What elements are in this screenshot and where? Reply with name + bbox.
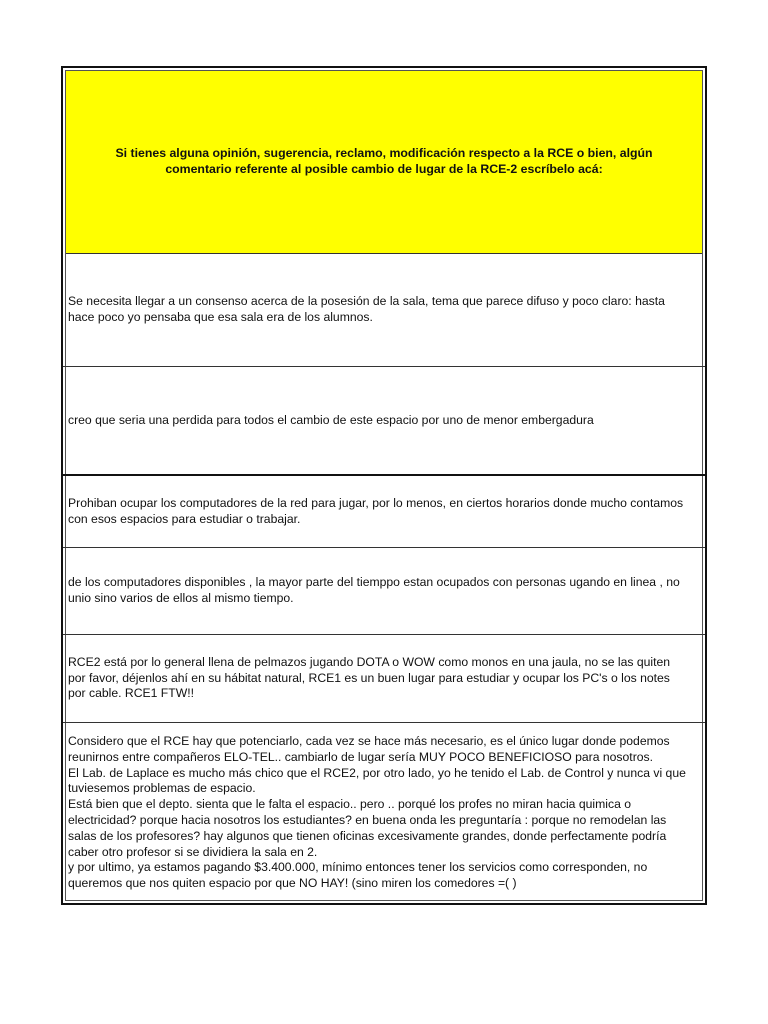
comment-text: Considero que el RCE hay que potenciarlo, cada vez se hace más necesario, es el único lugar donde podemos reunirnos entre compañeros ELO-TEL.. cambiarlo de lugar sería MUY POCO BENEFICIOSO para nosotros. El Lab. de Laplace es mucho más chico que el RCE2, por otro lado, yo he tenido el Lab. de Control y nunca vi que tuviesemos problemas de espacio. Está bien que el depto. sienta que le falta el espacio.. pero .. porqué los profes no miran hacia quimica o electricidad? porque hacia nosotros los estudiantes? en buena onda les preguntaría : porque no remodelan las salas de los profesores? hay algunos que tienen oficinas excesivamente grandes, donde perfectamente podría caber otro profesor si se dividiera la sala en 2. y por ultimo, ya estamos pagando $3.400.000, mínimo entonces tener los servicios como corresponden, no queremos que nos quiten espacio por que NO HAY! (sino miren los comedores =( ) <box>68 734 686 891</box>
comment-text: de los computadores disponibles , la mayor parte del tiemppo estan ocupados con personas ugando en linea , no unio sino varios de ellos al mismo tiempo. <box>68 575 680 605</box>
header-cell <box>66 71 702 254</box>
comment-row <box>63 254 705 367</box>
comment-row <box>63 367 705 476</box>
comment-text: creo que seria una perdida para todos el cambio de este espacio por uno de menor embergadura <box>68 412 594 427</box>
comments-table <box>61 66 707 905</box>
comment-row <box>63 476 705 548</box>
comment-row <box>63 548 705 635</box>
comment-text: Se necesita llegar a un consenso acerca de la posesión de la sala, tema que parece difuso y poco claro: hasta hace poco yo pensaba que esa sala era de los alumnos. <box>68 294 665 324</box>
comment-text: Prohiban ocupar los computadores de la red para jugar, por lo menos, en ciertos horarios donde mucho contamos con esos espacios para estudiar o trabajar. <box>68 495 684 526</box>
header-text: Si tienes alguna opinión, sugerencia, reclamo, modificación respecto a la RCE o bien, algún comentario referente al posible cambio de lugar de la RCE-2 escríbelo acá: <box>115 146 653 176</box>
comment-text: RCE2 está por lo general llena de pelmazos jugando DOTA o WOW como monos en una jaula, no se las quiten por favor, déjenlos ahí en su hábitat natural, RCE1 es un buen lugar para estudiar y ocupar los PC's o los notes por cable. RCE1 FTW!! <box>68 654 671 701</box>
comment-row <box>63 723 705 903</box>
comment-row <box>63 635 705 723</box>
